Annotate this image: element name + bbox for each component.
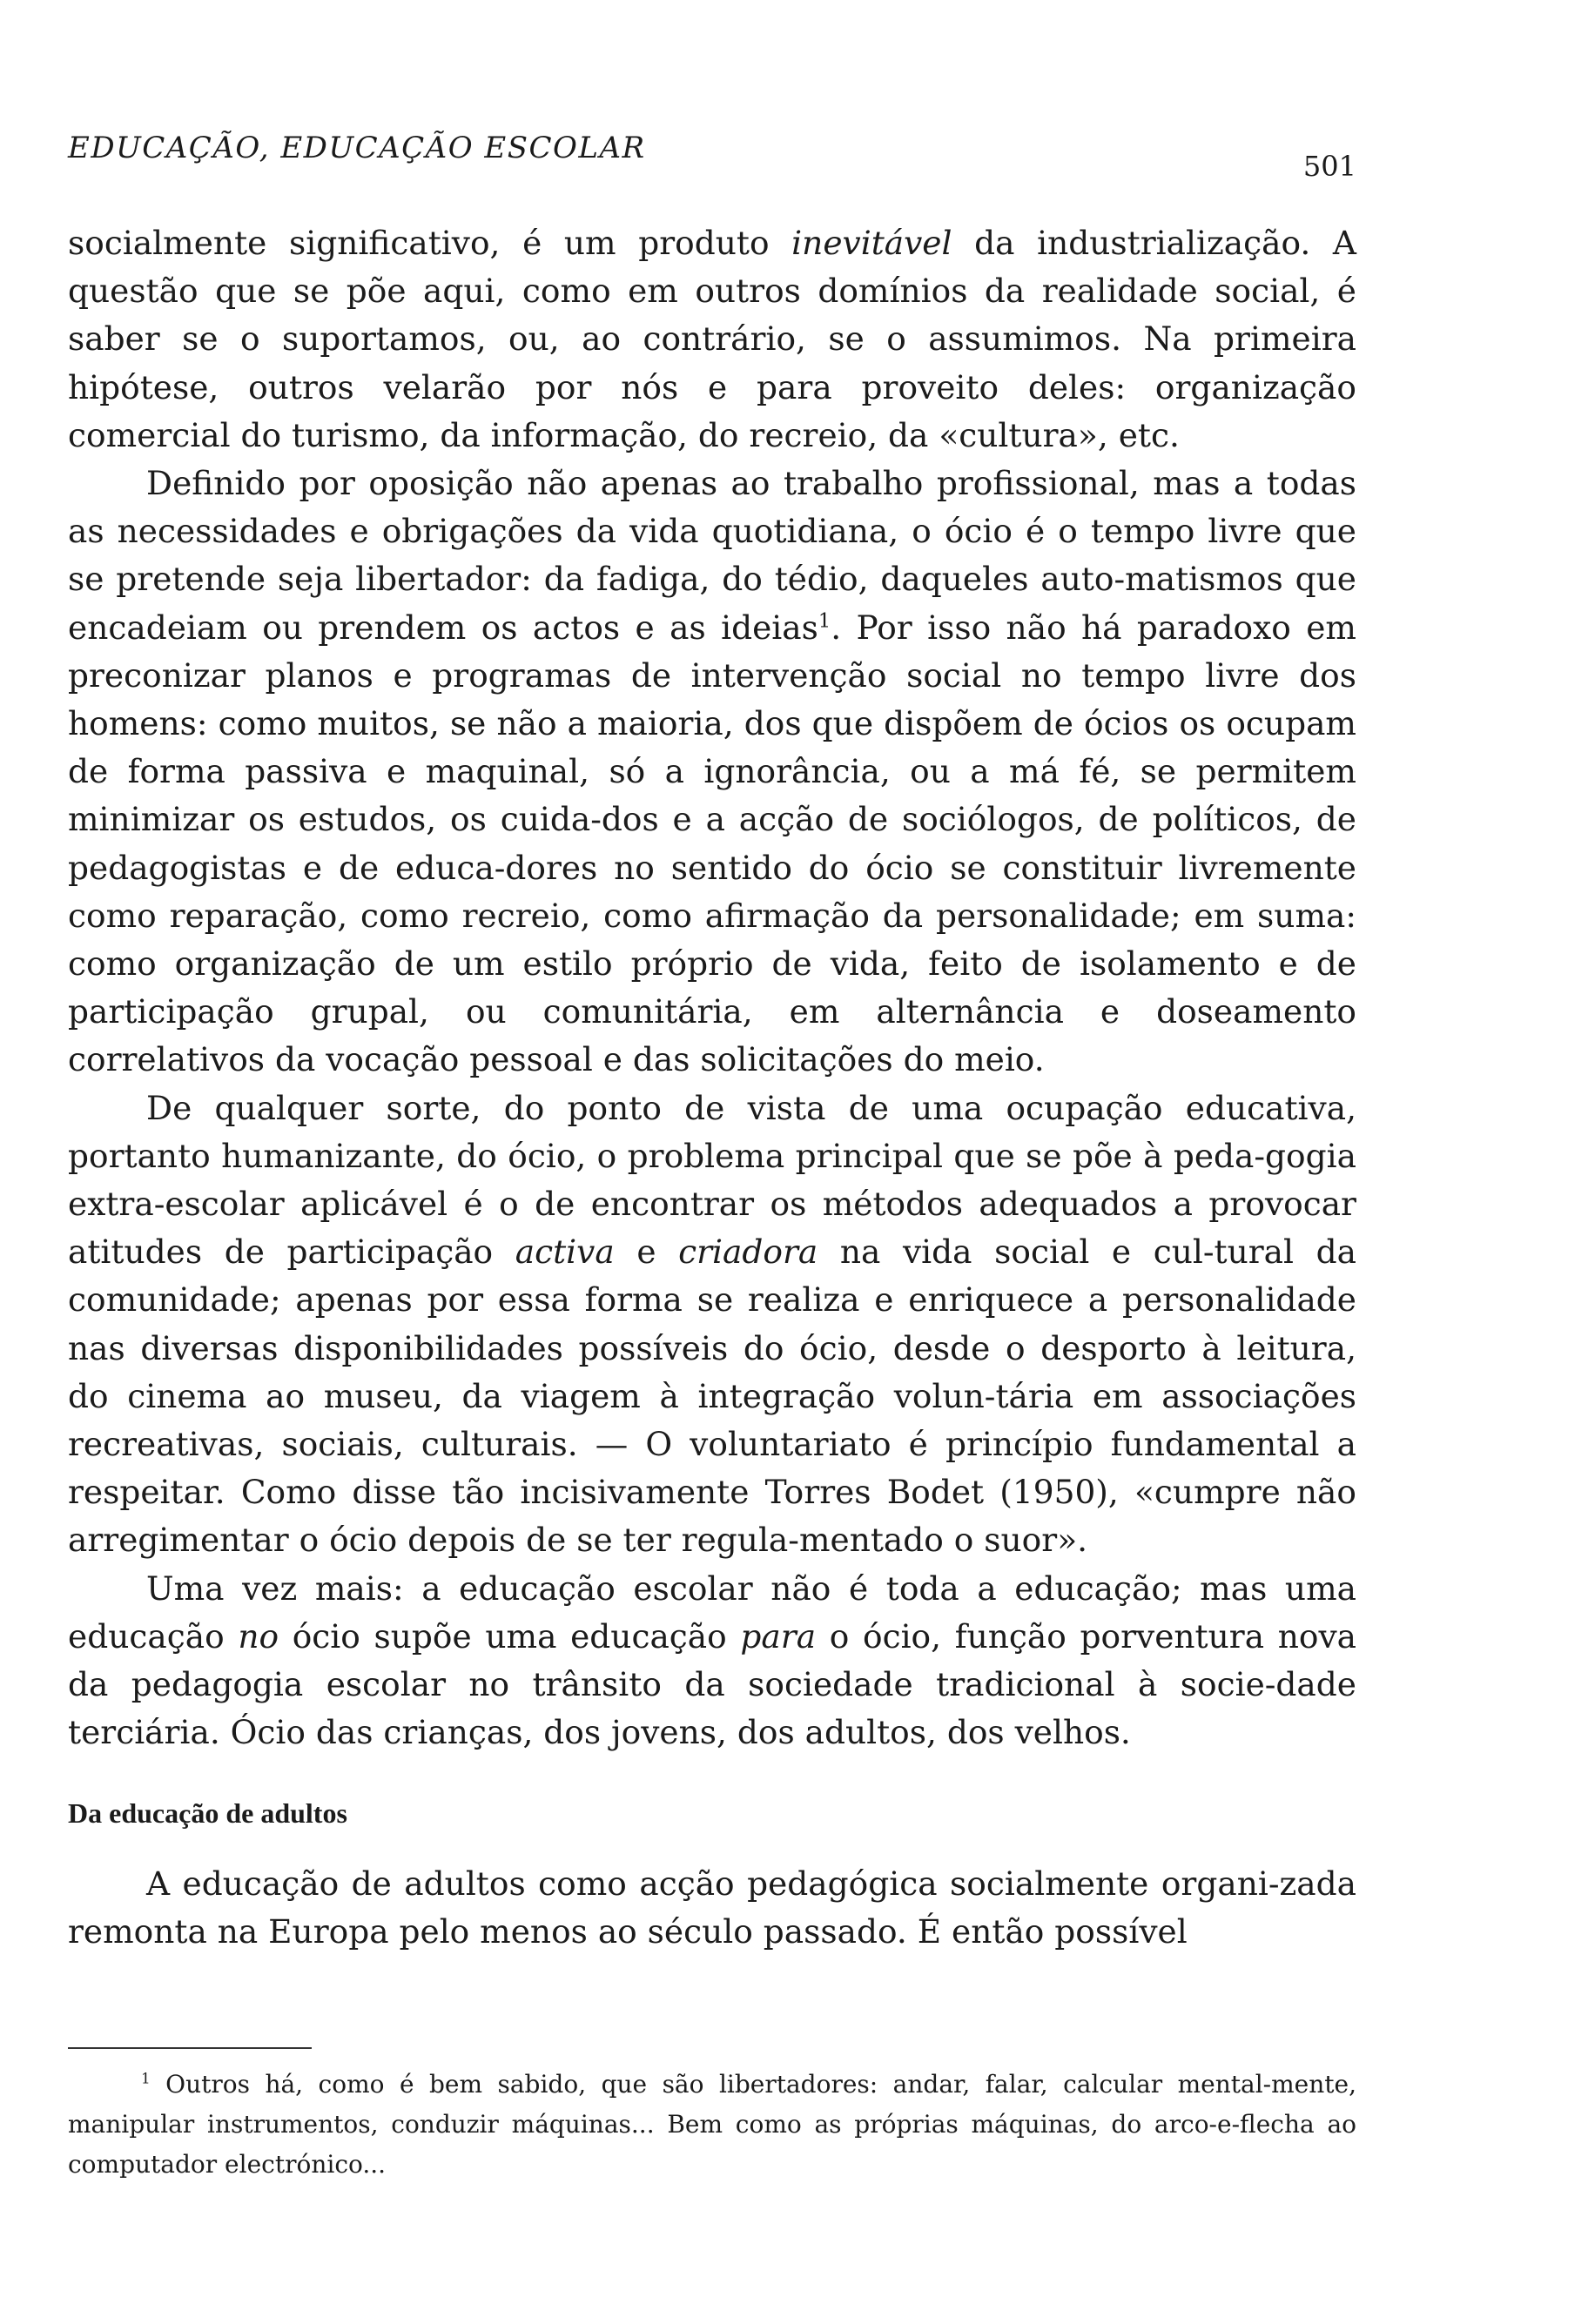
- text-run: na vida social e cul-tural da comunidade; apenas por essa forma se realiza e enriquece a personalidade nas diversas disponibilidades possíveis do ócio, desde o desporto à leitura, do cinema ao museu, da viagem à integração volun-tária em associações recreativas, sociais, culturais. — O voluntariato é princípio fundamental a respeitar. Como disse tão incisivamente Torres Bodet (1950), «cumpre não arregimentar o ócio depois de se ter regula-mentado o suor».: [68, 1233, 1356, 1560]
- paragraph-5: A educação de adultos como acção pedagógica socialmente organi-zada remonta na Europa pelo menos ao século passado. É então possível: [68, 1864, 1356, 1951]
- text-run: o ócio, função porventura nova da pedagogia escolar no trânsito da sociedade tradicional à socie-dade terciária. Ócio das crianças, dos jovens, dos adultos, dos velhos.: [68, 1616, 1356, 1752]
- text-run: . Por isso não há paradoxo em preconizar planos e programas de intervenção social no tempo livre dos homens: como muitos, se não a maioria, dos que dispõem de ócios os ocupam de forma passiva e maquinal, só a ignorância, ou a má fé, se permitem minimizar os estudos, os cuida-dos e a acção de sociólogos, de políticos, de pedagogistas e de educa-dores no sentido do ócio se constituir livremente como reparação, como recreio, como afirmação da personalidade; em suma: como organização de um estilo próprio de vida, feito de isolamento e de participação grupal, ou comunitária, em alternância e doseamento correlativos da vocação pessoal e das solicitações do meio.: [68, 608, 1356, 1079]
- text-run: Uma vez mais: a educação escolar não é toda a educação; mas uma educação: [68, 1568, 1356, 1656]
- footnote-divider: [68, 2047, 312, 2049]
- text-run: De qualquer sorte, do ponto de vista de uma ocupação educativa, portanto humanizante, do ócio, o problema principal que se põe à peda-gogia extra-escolar aplicável é o de encontrar os métodos adequados a provocar atitudes de participação: [68, 1088, 1356, 1272]
- emphasis-text: no: [238, 1616, 279, 1656]
- book-page: [68, 0, 1356, 2324]
- text-run: e: [614, 1233, 679, 1272]
- emphasis-text: para: [740, 1616, 817, 1656]
- text-run: da industrialização. A questão que se põe aqui, como em outros domínios da realidade social, é saber se o suportamos, ou, ao contrário, se o assumimos. Na primeira hipótese, outros velarão por nós e para proveito deles: organização comercial do turismo, da informação, do recreio, da «cultura», etc.: [68, 224, 1356, 454]
- paragraph-3: [68, 1085, 1356, 1565]
- footnote-marker: 1: [141, 2069, 151, 2087]
- paragraph-2: [68, 460, 1356, 1085]
- footnote: [68, 2065, 1356, 2185]
- footnote-text: Outros há, como é bem sabido, que são libertadores: andar, falar, calcular mental-mente, manipular instrumentos, conduzir máquinas... Bem como as próprias máquinas, do arco-e-flecha ao computador electrónico...: [68, 2070, 1356, 2179]
- text-run: Definido por oposição não apenas ao trabalho profissional, mas a todas as necessidades e obrigações da vida quotidiana, o ócio é o tempo livre que se pretende seja libertador: da fadiga, do tédio, daqueles auto-matismos que encadeiam ou prendem os actos e as ideias: [68, 464, 1356, 647]
- paragraph-4: [68, 1565, 1356, 1757]
- running-head: [68, 131, 1356, 183]
- emphasis-text: criadora: [678, 1233, 818, 1272]
- section-heading: Da educação de adultos: [68, 1797, 347, 1829]
- footnote-reference: 1: [818, 609, 831, 633]
- text-run: ócio supõe uma educação: [279, 1616, 741, 1656]
- emphasis-text: inevitável: [791, 224, 952, 262]
- page-number: 501: [1302, 150, 1356, 183]
- text-run: socialmente significativo, é um produto: [68, 224, 792, 262]
- running-title: EDUCAÇÃO, EDUCAÇÃO ESCOLAR: [68, 131, 646, 165]
- body-text: [68, 219, 1356, 1956]
- paragraph-1: [68, 219, 1356, 460]
- emphasis-text: activa: [515, 1233, 615, 1272]
